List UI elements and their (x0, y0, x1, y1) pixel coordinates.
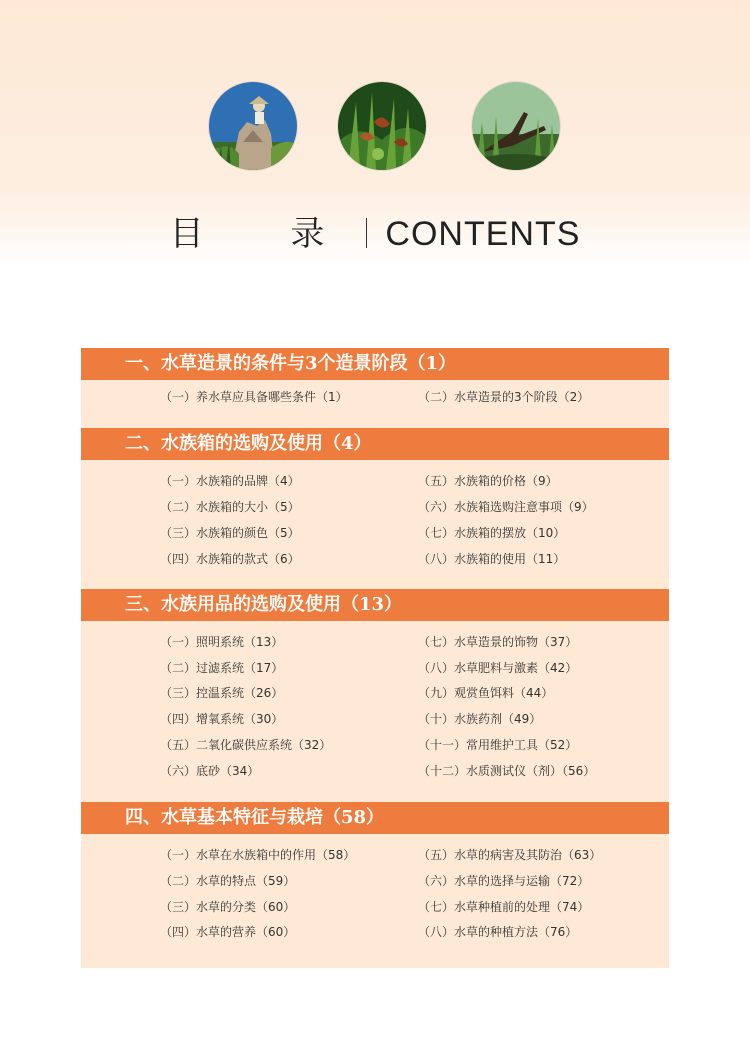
toc-entry[interactable]: （六）水族箱选购注意事项（9） (418, 500, 594, 514)
toc-entry[interactable]: （四）增氧系统（30） (160, 712, 284, 726)
toc-entry[interactable]: （一）水草在水族箱中的作用（58） (160, 848, 356, 862)
toc-entry[interactable]: （八）水草肥料与激素（42） (418, 661, 578, 675)
toc-entry[interactable]: （一）照明系统（13） (160, 635, 284, 649)
section-heading-4[interactable]: 四、水草基本特征与栽培（58） (81, 802, 669, 834)
toc-entry[interactable]: （九）观赏鱼饵料（44） (418, 686, 554, 700)
toc-entry[interactable]: （十二）水质测试仪（剂）（56） (418, 764, 596, 778)
toc-entry[interactable]: （七）水草种植前的处理（74） (418, 900, 590, 914)
page-title (0, 206, 750, 255)
toc-entry[interactable]: （四）水草的营养（60） (160, 925, 296, 939)
toc-entry[interactable]: （一）养水草应具备哪些条件（1） (160, 390, 348, 404)
driftwood-aquascape-photo (472, 82, 560, 170)
toc-entry[interactable]: （三）水草的分类（60） (160, 900, 296, 914)
toc-entry[interactable]: （二）水草的特点（59） (160, 874, 296, 888)
toc-entry[interactable]: （二）过滤系统（17） (160, 661, 284, 675)
toc-entry[interactable]: （一）水族箱的品牌（4） (160, 474, 300, 488)
toc-entry[interactable]: （六）水草的选择与运输（72） (418, 874, 590, 888)
section-heading-1[interactable]: 一、水草造景的条件与3个造景阶段（1） (81, 348, 669, 380)
toc-entry[interactable]: （六）底砂（34） (160, 764, 260, 778)
toc-entry[interactable]: （十一）常用维护工具（52） (418, 738, 578, 752)
toc-entry[interactable]: （七）水草造景的饰物（37） (418, 635, 578, 649)
toc-entry[interactable]: （十）水族药剂（49） (418, 712, 542, 726)
toc-entry[interactable]: （八）水草的种植方法（76） (418, 925, 578, 939)
toc-entry[interactable]: （五）二氧化碳供应系统（32） (160, 738, 332, 752)
title-divider (366, 218, 367, 248)
toc-entry[interactable]: （二）水族箱的大小（5） (160, 500, 300, 514)
title-chinese: 目 录 (169, 214, 363, 254)
toc-entry[interactable]: （二）水草造景的3个阶段（2） (418, 390, 590, 404)
toc-entry[interactable]: （五）水族箱的价格（9） (418, 474, 558, 488)
section-heading-2[interactable]: 二、水族箱的选购及使用（4） (81, 428, 669, 460)
aquascape-rock-figure-photo (209, 82, 297, 170)
toc-entry[interactable]: （三）水族箱的颜色（5） (160, 526, 300, 540)
aquatic-plants-photo (338, 82, 426, 170)
toc-entry[interactable]: （四）水族箱的款式（6） (160, 552, 300, 566)
toc-entry[interactable]: （五）水草的病害及其防治（63） (418, 848, 602, 862)
toc-entry[interactable]: （三）控温系统（26） (160, 686, 284, 700)
toc-entry[interactable]: （八）水族箱的使用（11） (418, 552, 566, 566)
title-english: CONTENTS (385, 215, 581, 253)
toc-entry[interactable]: （七）水族箱的摆放（10） (418, 526, 566, 540)
section-heading-3[interactable]: 三、水族用品的选购及使用（13） (81, 589, 669, 621)
